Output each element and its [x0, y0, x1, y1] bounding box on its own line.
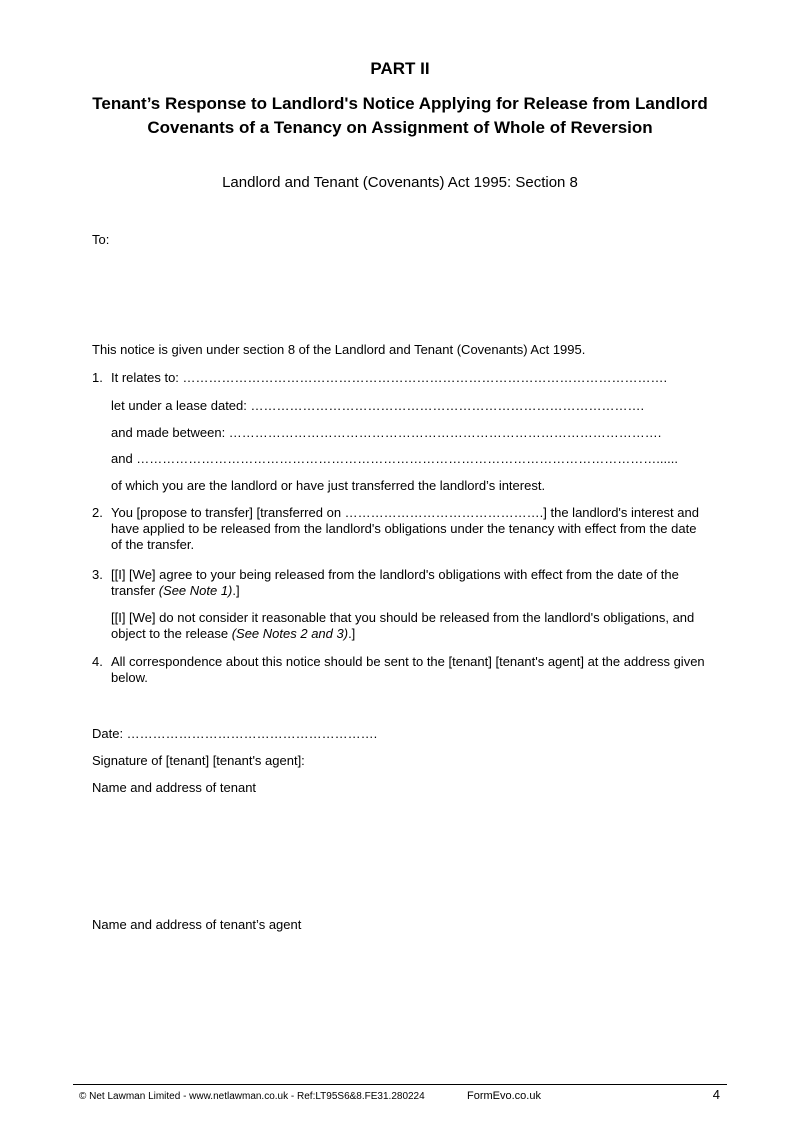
- item-3-option-agree-text: [[I] [We] agree to your being released from the landlord's obligations with effect from the date of the transfer: [111, 567, 679, 598]
- footer-copyright: © Net Lawman Limited - www.netlawman.co.uk - Ref:LT95S6&8.FE31.280224: [79, 1091, 425, 1102]
- to-label: To:: [92, 232, 110, 247]
- date-line: Date: ………………………………………………….: [92, 726, 378, 741]
- item-2-number: 2.: [92, 505, 103, 520]
- tenant-address-label: Name and address of tenant: [92, 780, 257, 795]
- document-title: Tenant’s Response to Landlord's Notice Applying for Release from Landlord Covenants of a Tenancy on Assignment of Whole of Reversion: [92, 94, 708, 137]
- agent-address-label: Name and address of tenant’s agent: [92, 917, 302, 932]
- item-3-option-agree-end: .]: [232, 583, 240, 598]
- item-3-option-agree: [111, 567, 706, 599]
- signature-label: Signature of [tenant] [tenant's agent]:: [92, 753, 305, 768]
- item-3-option-object: [111, 610, 706, 642]
- item-3-notes-2-3: (See Notes 2 and 3): [231, 626, 349, 641]
- item-1-lease-dated-line: let under a lease dated: ……………………………………………………………………………….: [111, 398, 645, 413]
- item-1-relates-line: It relates to: ………………………………………………………………………………………………….: [111, 370, 668, 385]
- item-1-and-line: and …………………………………………………………………………………………………………......: [111, 451, 678, 466]
- item-1-made-between-line: and made between: ……………………………………………………………………………………….: [111, 425, 662, 440]
- item-1-of-which-line: of which you are the landlord or have just transferred the landlord’s interest.: [111, 478, 546, 493]
- item-4-number: 4.: [92, 654, 103, 669]
- part-heading: PART II: [370, 59, 430, 78]
- footer-divider: [73, 1084, 727, 1085]
- item-3-note-1: (See Note 1): [158, 583, 233, 598]
- item-3-number: 3.: [92, 567, 103, 582]
- item-2-text: You [propose to transfer] [transferred on ……………………………………….] the landlord's interest and have applied to be released from the landlord's obligations under the tenancy with effect from the date of the transfer.: [111, 505, 699, 552]
- footer-brand: FormEvo.co.uk: [467, 1090, 541, 1102]
- statute-subtitle: Landlord and Tenant (Covenants) Act 1995: Section 8: [222, 174, 578, 191]
- item-3-option-object-end: .]: [348, 626, 356, 641]
- item-3-option-object-text: [[I] [We] do not consider it reasonable that you should be released from the landlord's obligations, and object to the release: [111, 610, 695, 641]
- page-number: 4: [712, 1087, 720, 1102]
- item-1-number: 1.: [92, 370, 103, 385]
- intro-paragraph: This notice is given under section 8 of the Landlord and Tenant (Covenants) Act 1995.: [92, 342, 586, 357]
- item-4-text: All correspondence about this notice should be sent to the [tenant] [tenant's agent] at the address given below.: [111, 654, 705, 685]
